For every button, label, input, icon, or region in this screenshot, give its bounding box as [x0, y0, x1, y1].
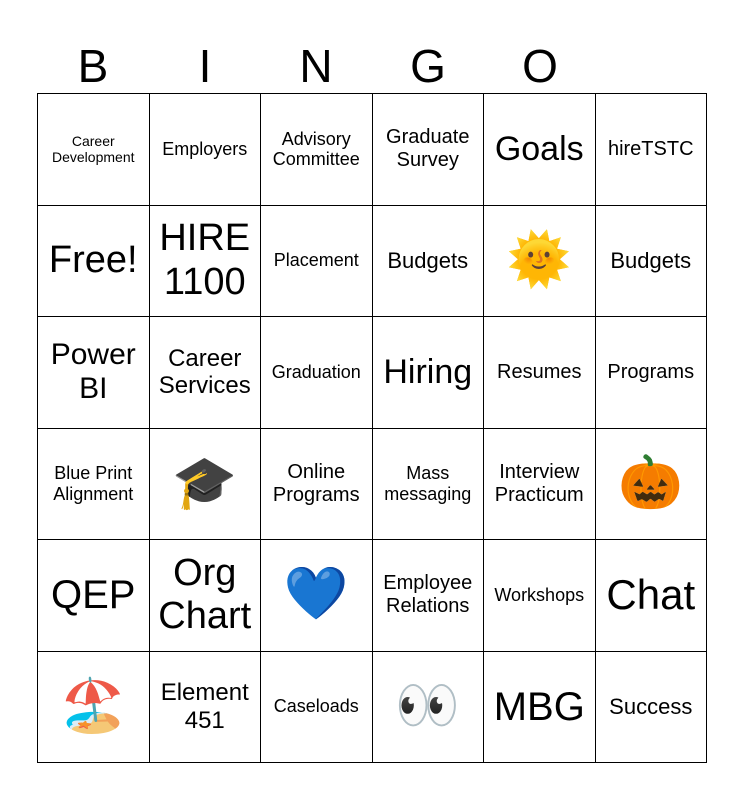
bingo-cell[interactable]: Power BI [38, 317, 150, 429]
grid-row [38, 317, 707, 429]
bingo-cell[interactable]: Online Programs [261, 428, 373, 540]
bingo-cell[interactable]: Career Services [149, 317, 261, 429]
grid-row [38, 651, 707, 763]
bingo-cell[interactable]: Chat [595, 540, 707, 652]
bingo-cell[interactable]: Workshops [484, 540, 596, 652]
bingo-cell[interactable]: Employers [149, 94, 261, 206]
bingo-cell[interactable]: Hiring [372, 317, 484, 429]
pumpkin-icon[interactable]: 🎃 [595, 428, 707, 540]
bingo-cell[interactable]: Success [595, 651, 707, 763]
bingo-cell[interactable]: hireTSTC [595, 94, 707, 206]
bingo-cell[interactable]: HIRE 1100 [149, 205, 261, 317]
header-letter-o: O [522, 40, 558, 92]
bingo-cell[interactable]: Programs [595, 317, 707, 429]
bingo-cell[interactable]: Career Development [38, 94, 150, 206]
header-letter-b: B [77, 40, 109, 92]
bingo-cell[interactable]: Free! [38, 205, 150, 317]
bingo-cell[interactable]: Caseloads [261, 651, 373, 763]
grid-row [38, 94, 707, 206]
bingo-cell[interactable]: Advisory Committee [261, 94, 373, 206]
bingo-grid [37, 93, 707, 763]
bingo-cell[interactable]: Resumes [484, 317, 596, 429]
bingo-header [37, 38, 597, 94]
bingo-cell[interactable]: MBG [484, 651, 596, 763]
bingo-cell[interactable]: Graduation [261, 317, 373, 429]
bingo-cell[interactable]: QEP [38, 540, 150, 652]
grid-row [38, 205, 707, 317]
blue-heart-icon[interactable]: 💙 [261, 540, 373, 652]
bingo-cell[interactable]: Placement [261, 205, 373, 317]
eyes-icon[interactable]: 👀 [372, 651, 484, 763]
bingo-cell[interactable]: Goals [484, 94, 596, 206]
sun-icon[interactable]: 🌞 [484, 205, 596, 317]
bingo-cell[interactable]: Budgets [372, 205, 484, 317]
grid-row [38, 540, 707, 652]
header-letter-n: N [299, 40, 333, 92]
graduation-cap-icon[interactable]: 🎓 [149, 428, 261, 540]
bingo-cell[interactable]: Graduate Survey [372, 94, 484, 206]
grid-row [38, 428, 707, 540]
header-letter-i: I [198, 40, 212, 92]
bingo-cell[interactable]: Element 451 [149, 651, 261, 763]
bingo-cell[interactable]: Org Chart [149, 540, 261, 652]
bingo-cell[interactable]: Budgets [595, 205, 707, 317]
bingo-cell[interactable]: Interview Practicum [484, 428, 596, 540]
header-letter-g: G [410, 40, 446, 92]
bingo-cell[interactable]: Mass messaging [372, 428, 484, 540]
bingo-cell[interactable]: Employee Relations [372, 540, 484, 652]
bingo-cell[interactable]: Blue Print Alignment [38, 428, 150, 540]
beach-umbrella-icon[interactable]: 🏖️ [38, 651, 150, 763]
